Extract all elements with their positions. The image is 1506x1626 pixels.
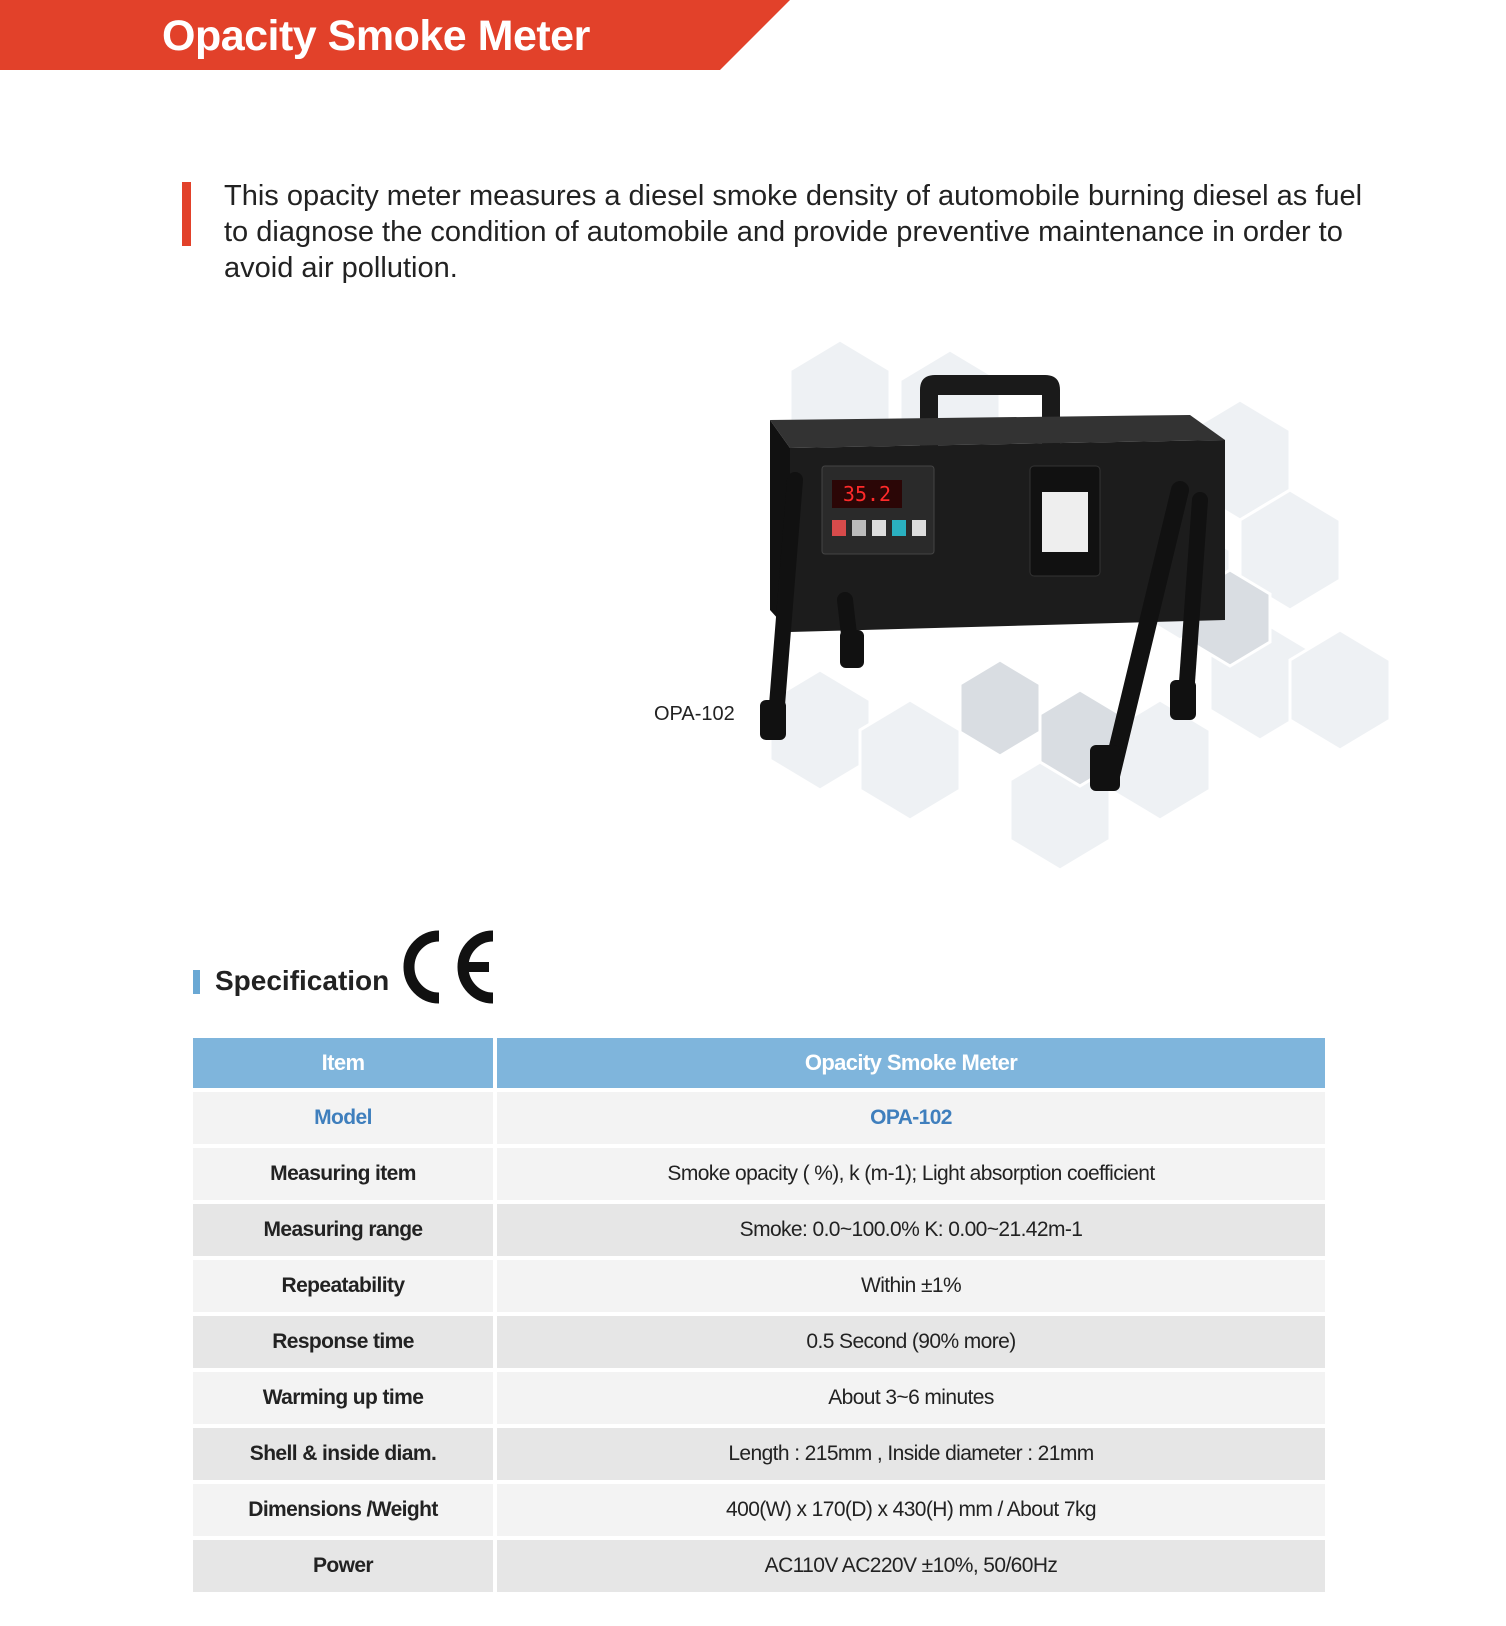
spec-heading-label: Specification — [215, 965, 390, 996]
intro-paragraph: This opacity meter measures a diesel smoke density of automobile burning diesel as fuel to diagnose the condition of automobile and provide preventive maintenance in order to avoid air pollution. — [224, 180, 1363, 284]
spec-accent-bar — [193, 970, 200, 994]
row-value: About 3~6 minutes — [497, 1372, 1325, 1424]
opacity-meter-device-image — [760, 370, 1240, 830]
row-label: Power — [193, 1540, 497, 1592]
row-label: Warming up time — [193, 1372, 497, 1424]
table-row — [193, 1204, 1325, 1256]
table-row — [193, 1428, 1325, 1480]
table-row — [193, 1316, 1325, 1368]
row-label: Repeatability — [193, 1260, 497, 1312]
row-value: OPA-102 — [497, 1092, 1325, 1144]
row-value: 400(W) x 170(D) x 430(H) mm / About 7kg — [497, 1484, 1325, 1536]
column-header-product: Opacity Smoke Meter — [497, 1038, 1325, 1088]
table-row — [193, 1148, 1325, 1200]
row-label: Measuring range — [193, 1204, 497, 1256]
page-title: Opacity Smoke Meter — [162, 12, 590, 60]
intro-accent-bar — [182, 182, 191, 246]
table-row — [193, 1484, 1325, 1536]
row-value: Smoke: 0.0~100.0% K: 0.00~21.42m-1 — [497, 1204, 1325, 1256]
table-row — [193, 1260, 1325, 1312]
row-label: Measuring item — [193, 1148, 497, 1200]
row-label: Dimensions /Weight — [193, 1484, 497, 1536]
row-label: Model — [193, 1092, 497, 1144]
table-row — [193, 1540, 1325, 1592]
product-model-caption: OPA-102 — [654, 703, 735, 725]
spec-table-header — [193, 1038, 1325, 1088]
specification-table — [193, 1034, 1325, 1596]
table-row-model — [193, 1092, 1325, 1144]
row-label: Response time — [193, 1316, 497, 1368]
table-row — [193, 1372, 1325, 1424]
ce-mark-logo — [401, 930, 501, 1004]
row-value: AC110V AC220V ±10%, 50/60Hz — [497, 1540, 1325, 1592]
row-label: Shell & inside diam. — [193, 1428, 497, 1480]
row-value: Length : 215mm , Inside diameter : 21mm — [497, 1428, 1325, 1480]
column-header-item: Item — [193, 1038, 497, 1088]
row-value: Within ±1% — [497, 1260, 1325, 1312]
row-value: Smoke opacity ( %), k (m-1); Light absorption coefficient — [497, 1148, 1325, 1200]
row-value: 0.5 Second (90% more) — [497, 1316, 1325, 1368]
device-display-readout: 35.2 — [842, 482, 892, 506]
